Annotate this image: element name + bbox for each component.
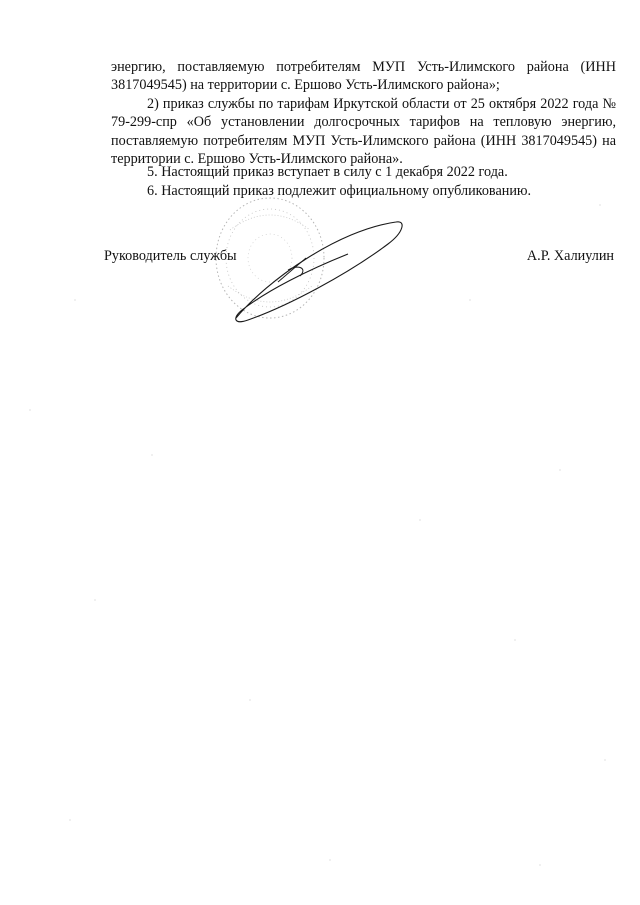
paragraph-continuation: энергию, поставляемую потребителям МУП Усть-Илимского района (ИНН 3817049545) на территории с. Ершово Усть-Илимского района»;: [111, 59, 616, 94]
handwritten-signature: [228, 210, 408, 330]
signatory-position: Руководитель службы: [104, 248, 237, 264]
paragraph-item-5: 5. Настоящий приказ вступает в силу с 1 декабря 2022 года.: [147, 164, 508, 180]
paragraph-item-6: 6. Настоящий приказ подлежит официальному опубликованию.: [147, 183, 532, 199]
paragraph-item-2: 2) приказ службы по тарифам Иркутской области от 25 октября 2022 года № 79-299-спр «Об установлении долгосрочных тарифов на тепловую энергию, поставляемую потребителям МУП Усть-Илимского района (ИНН 3817049545) на территории с. Ершово Усть-Илимского района».: [111, 96, 616, 168]
signatory-name: А.Р. Халиулин: [526, 248, 614, 264]
